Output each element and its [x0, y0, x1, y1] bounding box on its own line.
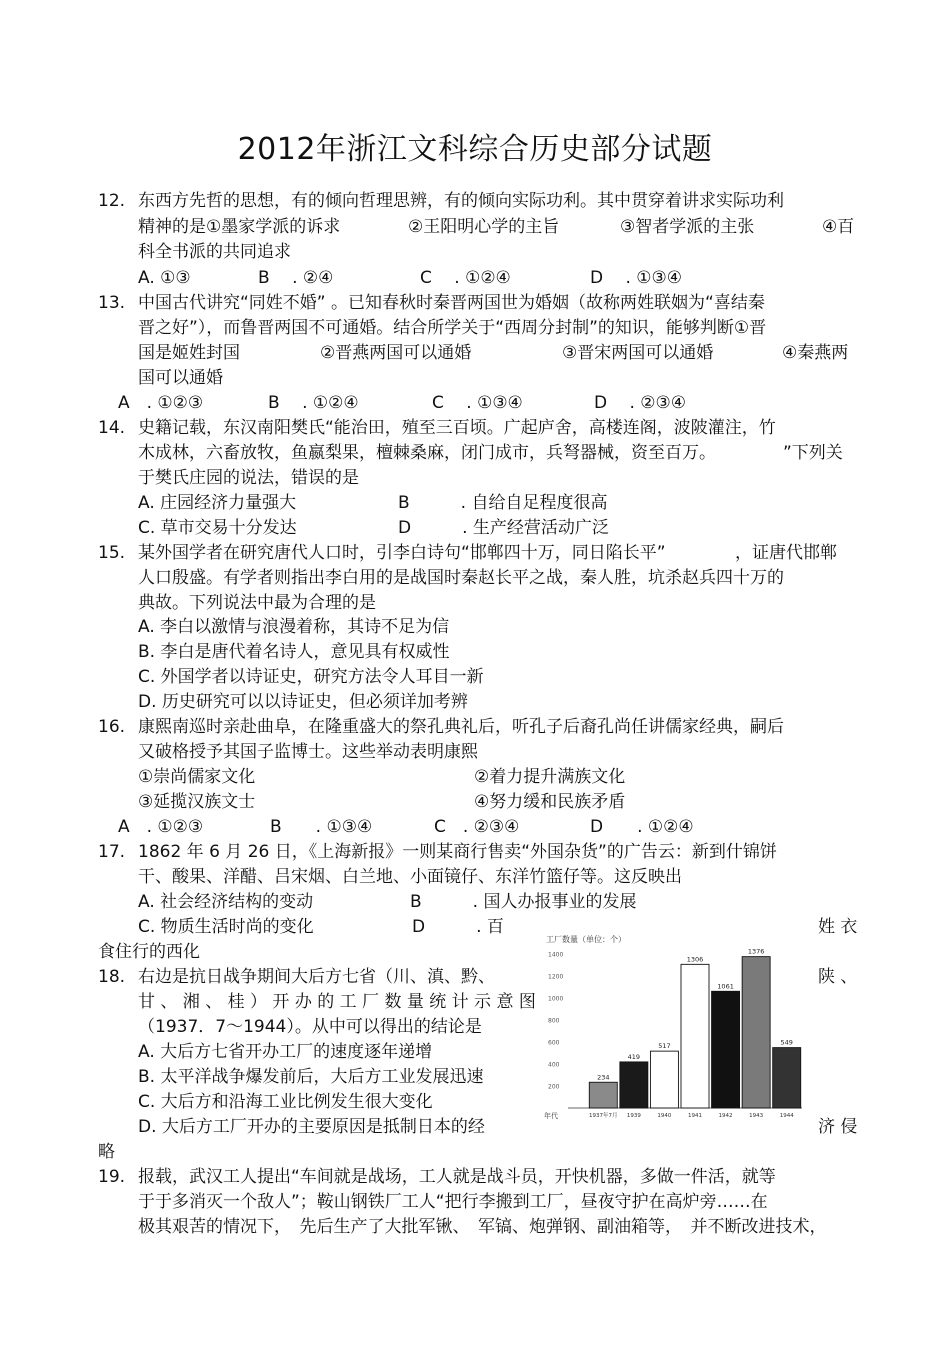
option-b: B . ②④ — [258, 268, 334, 288]
question-text: 木成林，六畜放牧，鱼嬴梨果，檀棘桑麻，闭门成市，兵弩器械，资至百万。 — [138, 443, 716, 463]
question-text: 极其艰苦的情况下， 先后生产了大批军锹、 军镐、炮弹钢、副油箱等， 并不断改进技术， — [138, 1217, 827, 1237]
bar-value-label: 1306 — [686, 955, 704, 964]
question-text: 中国古代讲究“同姓不婚” 。已知春秋时秦晋两国世为婚姻（故称两姓联姻为“喜结秦 — [138, 293, 765, 313]
question-text: 科全书派的共同追求 — [138, 242, 291, 262]
option-d: D. 历史研究可以以诗证史，但必须详加考辨 — [138, 692, 468, 712]
bar — [681, 964, 709, 1108]
question-text: ”下列关 — [783, 443, 843, 463]
y-tick-label: 200 — [548, 1083, 560, 1091]
y-tick-label: 1200 — [548, 973, 564, 981]
bar — [773, 1048, 801, 1108]
option-a: A . ①②③ — [118, 817, 204, 837]
question-text: 陕 、 — [818, 967, 858, 987]
option-c: C . ①②④ — [420, 268, 511, 288]
statement-1: ①崇尚儒家文化 — [138, 767, 256, 787]
question-text: ②王阳明心学的主旨 — [408, 217, 560, 237]
bar — [650, 1051, 678, 1108]
y-tick-label: 1000 — [548, 995, 564, 1003]
question-text: 康熙南巡时亲赴曲阜，在隆重盛大的祭孔典礼后，听孔子后裔孔尚任讲儒家经典，嗣后 — [138, 717, 784, 737]
question-text: 晋之好”），而鲁晋两国不可通婚。结合所学关于“西周分封制”的知识，能够判断①晋 — [138, 318, 767, 338]
statement-3: ③延揽汉族文士 — [138, 792, 256, 812]
option-d-continued: 济 侵 — [818, 1117, 858, 1137]
question-text: ③智者学派的主张 — [620, 217, 755, 237]
question-number: 17. — [98, 842, 126, 862]
option-a: A. 社会经济结构的变动 — [138, 892, 314, 912]
option-c: C . ①③④ — [432, 393, 523, 413]
page-title: 2012年浙江文科综合历史部分试题 — [237, 132, 713, 167]
question-text: 某外国学者在研究唐代人口时，引李白诗句“邯郸四十万，同日陷长平” — [138, 543, 666, 563]
option-b: B. 李白是唐代着名诗人，意见具有权威性 — [138, 642, 450, 662]
bar-chart — [540, 932, 805, 1128]
option-d: D . 百 — [412, 917, 504, 937]
question-text: 干、酸果、洋醋、吕宋烟、白兰地、小面镜仔、东洋竹篮仔等。这反映出 — [138, 867, 682, 887]
option-b: B. 太平洋战争爆发前后，大后方工业发展迅速 — [138, 1067, 484, 1087]
option-a: A. 李白以激情与浪漫着称，其诗不足为信 — [138, 617, 450, 637]
question-text: 1862 年 6 月 26 日，《上海新报》一则某商行售卖“外国杂货”的广告云：新到什锦饼 — [138, 842, 777, 862]
option-c: C. 外国学者以诗证史，研究方法令人耳目一新 — [138, 667, 484, 687]
x-tick-label: 1941 — [688, 1113, 702, 1119]
factory-count-chart — [540, 932, 805, 1128]
bar-value-label: 1376 — [747, 947, 765, 956]
question-text: ③晋宋两国可以通婚 — [562, 343, 714, 363]
x-tick-label: 1944 — [779, 1113, 794, 1119]
option-d-continued: 食住行的西化 — [98, 942, 200, 962]
question-text: ④秦燕两 — [782, 343, 849, 363]
question-text: 于樊氏庄园的说法，错误的是 — [138, 468, 359, 488]
x-tick-label: 1937年7月 — [589, 1113, 618, 1119]
x-tick-label: 1939 — [626, 1113, 641, 1119]
bar-value-label: 419 — [627, 1052, 641, 1061]
question-number: 15. — [98, 543, 126, 563]
question-number: 16. — [98, 717, 126, 737]
question-text: ④百 — [822, 217, 855, 237]
y-axis-label: 工厂数量（单位：个） — [546, 935, 626, 944]
option-b: B . 国人办报事业的发展 — [410, 892, 637, 912]
bar — [589, 1082, 617, 1108]
bar-value-label: 234 — [597, 1073, 610, 1082]
option-d: D . ①③④ — [590, 268, 683, 288]
option-b: B . ①③④ — [270, 817, 373, 837]
question-number: 13. — [98, 293, 126, 313]
bar-value-label: 1061 — [717, 982, 734, 991]
option-b: B . ①②④ — [268, 393, 359, 413]
bar-value-label: 549 — [780, 1038, 793, 1047]
option-a: A. 庄园经济力量强大 — [138, 493, 297, 513]
x-tick-label: 1940 — [657, 1113, 672, 1119]
statement-4: ④努力缓和民族矛盾 — [474, 792, 626, 812]
question-number: 14. — [98, 418, 126, 438]
option-d-continued: 姓 衣 — [818, 917, 858, 937]
question-text: 右边是抗日战争期间大后方七省（川、滇、黔、 — [138, 967, 495, 987]
bar-value-label: 517 — [658, 1042, 671, 1051]
question-text: 典故。下列说法中最为合理的是 — [138, 593, 376, 613]
option-a: A. ①③ — [138, 268, 191, 288]
option-d: D. 大后方工厂开办的主要原因是抵制日本的经 — [138, 1117, 485, 1137]
question-text: 史籍记载，东汉南阳樊氏“能治田，殖至三百顷。广起庐舍，高楼连阁，波陂灌注，竹 — [138, 418, 776, 438]
question-text: 又破格授予其国子监博士。这些举动表明康熙 — [138, 742, 478, 762]
question-text: 甘 、 湘 、 桂 ） 开 办 的 工 厂 数 量 统 计 示 意 图 — [138, 992, 536, 1012]
question-number: 18. — [98, 967, 126, 987]
question-text: 精神的是①墨家学派的诉求 — [138, 217, 341, 237]
x-axis-label: 年代 — [544, 1112, 558, 1120]
y-tick-label: 1400 — [548, 951, 564, 959]
question-text: 东西方先哲的思想，有的倾向哲理思辨，有的倾向实际功利。其中贯穿着讲求实际功利 — [138, 191, 784, 211]
x-tick-label: 1943 — [749, 1113, 764, 1119]
option-d-continued: 略 — [98, 1142, 115, 1162]
question-text: ，证唐代邯郸 — [735, 543, 837, 563]
question-text: 人口殷盛。有学者则指出李白用的是战国时秦赵长平之战，秦人胜，坑杀赵兵四十万的 — [138, 568, 784, 588]
question-text: 报载，武汉工人提出“车间就是战场，工人就是战斗员，开快机器，多做一件活，就等 — [138, 1167, 776, 1187]
option-b: B . 自给自足程度很高 — [398, 493, 608, 513]
y-tick-label: 800 — [548, 1017, 560, 1025]
y-tick-label: 400 — [548, 1061, 560, 1069]
question-number: 12. — [98, 191, 126, 211]
question-text: ②晋燕两国可以通婚 — [320, 343, 472, 363]
option-c: C. 物质生活时尚的变化 — [138, 917, 314, 937]
bar — [712, 991, 740, 1108]
option-c: C. 草市交易十分发达 — [138, 518, 297, 538]
bar — [742, 957, 770, 1108]
question-text: 国可以通婚 — [138, 368, 223, 388]
option-d: D . 生产经营活动广泛 — [398, 518, 609, 538]
option-d: D . ①②④ — [590, 817, 694, 837]
statement-2: ②着力提升满族文化 — [474, 767, 626, 787]
option-c: C. 大后方和沿海工业比例发生很大变化 — [138, 1092, 433, 1112]
question-text: 于于多消灭一个敌人”；鞍山钢铁厂工人“把行李搬到工厂，昼夜守护在高炉旁……在 — [138, 1192, 768, 1212]
question-number: 19. — [98, 1167, 126, 1187]
option-a: A . ①②③ — [118, 393, 204, 413]
x-tick-label: 1942 — [718, 1113, 733, 1119]
question-text: （1937．7～1944）。从中可以得出的结论是 — [138, 1017, 482, 1037]
bar — [620, 1062, 648, 1108]
y-tick-label: 600 — [548, 1039, 560, 1047]
option-a: A. 大后方七省开办工厂的速度逐年递增 — [138, 1042, 433, 1062]
option-d: D . ②③④ — [594, 393, 687, 413]
question-text: 国是姬姓封国 — [138, 343, 240, 363]
option-c: C . ②③④ — [434, 817, 520, 837]
